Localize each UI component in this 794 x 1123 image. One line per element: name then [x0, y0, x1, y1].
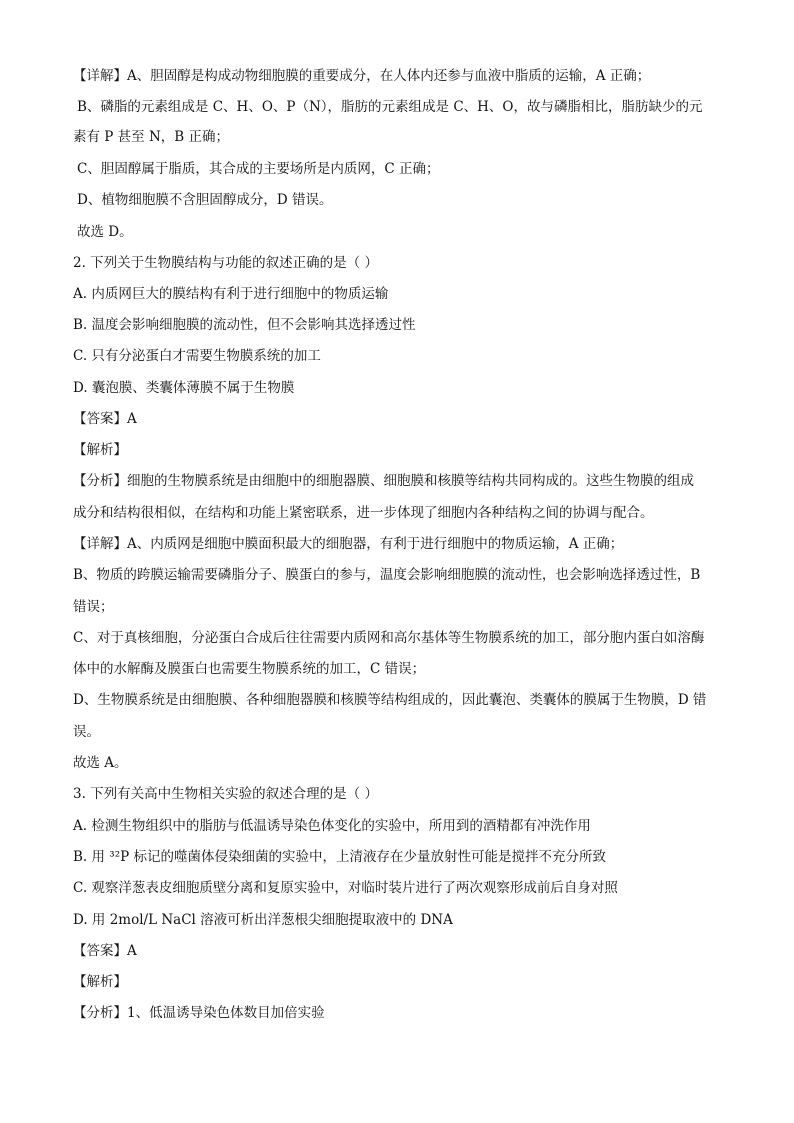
- option-b: B. 用 ³²P 标记的噬菌体侵染细菌的实验中，上清液存在少量放射性可能是搅拌不充分所致: [73, 849, 606, 865]
- text-line: 【分析】1、低温诱导染色体数目加倍实验: [73, 1005, 325, 1021]
- answer-label: 【答案】A: [73, 411, 137, 427]
- text-line: 素有 P 甚至 N，B 正确；: [73, 129, 229, 145]
- text-line: B、磷脂的元素组成是 C、H、O、P（N），脂肪的元素组成是 C、H、O，故与磷脂相比，脂肪缺少的元: [77, 99, 703, 115]
- text-line: 【分析】细胞的生物膜系统是由细胞中的细胞器膜、细胞膜和核膜等结构共同构成的。这些生物膜的组成: [73, 473, 694, 489]
- text-line: C、胆固醇属于脂质，其合成的主要场所是内质网，C 正确；: [77, 161, 440, 177]
- text-line: 故选 A。: [73, 755, 128, 771]
- analysis-label: 【解析】: [73, 442, 127, 458]
- text-line: 体中的水解酶及膜蛋白也需要生物膜系统的加工，C 错误；: [73, 661, 426, 677]
- analysis-label: 【解析】: [73, 974, 127, 990]
- text-line: 故选 D。: [77, 224, 133, 240]
- option-a: A. 检测生物组织中的脂肪与低温诱导染色体变化的实验中，所用到的酒精都有冲洗作用: [73, 818, 591, 834]
- text-line: 成分和结构很相似，在结构和功能上紧密联系，进一步体现了细胞内各种结构之间的协调与配合。: [73, 505, 654, 521]
- text-line: C、对于真核细胞，分泌蛋白合成后往往需要内质网和高尔基体等生物膜系统的加工，部分胞内蛋白如溶酶: [73, 630, 705, 646]
- option-d: D. 囊泡膜、类囊体薄膜不属于生物膜: [73, 380, 295, 396]
- text-line: 错误；: [73, 599, 114, 615]
- text-line: 【详解】A、胆固醇是构成动物细胞膜的重要成分，在人体内还参与血液中脂质的运输，A 正确；: [73, 68, 651, 84]
- option-c: C. 观察洋葱表皮细胞质壁分离和复原实验中，对临时装片进行了两次观察形成前后自身对照: [73, 880, 618, 896]
- question-title: 2. 下列关于生物膜结构与功能的叙述正确的是（ ）: [73, 255, 378, 271]
- text-line: 【详解】A、内质网是细胞中膜面积最大的细胞器，有利于进行细胞中的物质运输，A 正确；: [73, 536, 624, 552]
- option-c: C. 只有分泌蛋白才需要生物膜系统的加工: [73, 348, 321, 364]
- text-line: D、植物细胞膜不含胆固醇成分，D 错误。: [77, 192, 333, 208]
- option-b: B. 温度会影响细胞膜的流动性，但不会影响其选择透过性: [73, 317, 416, 333]
- text-line: B、物质的跨膜运输需要磷脂分子、膜蛋白的参与，温度会影响细胞膜的流动性，也会影响选择透过性，B: [73, 567, 701, 583]
- answer-label: 【答案】A: [73, 943, 137, 959]
- question-title: 3. 下列有关高中生物相关实验的叙述合理的是（ ）: [73, 786, 378, 802]
- option-a: A. 内质网巨大的膜结构有利于进行细胞中的物质运输: [73, 286, 389, 302]
- text-line: 误。: [73, 724, 100, 740]
- text-line: D、生物膜系统是由细胞膜、各种细胞器膜和核膜等结构组成的，因此囊泡、类囊体的膜属于生物膜，D 错: [73, 692, 707, 708]
- option-d: D. 用 2mol/L NaCl 溶液可析出洋葱根尖细胞提取液中的 DNA: [73, 912, 453, 928]
